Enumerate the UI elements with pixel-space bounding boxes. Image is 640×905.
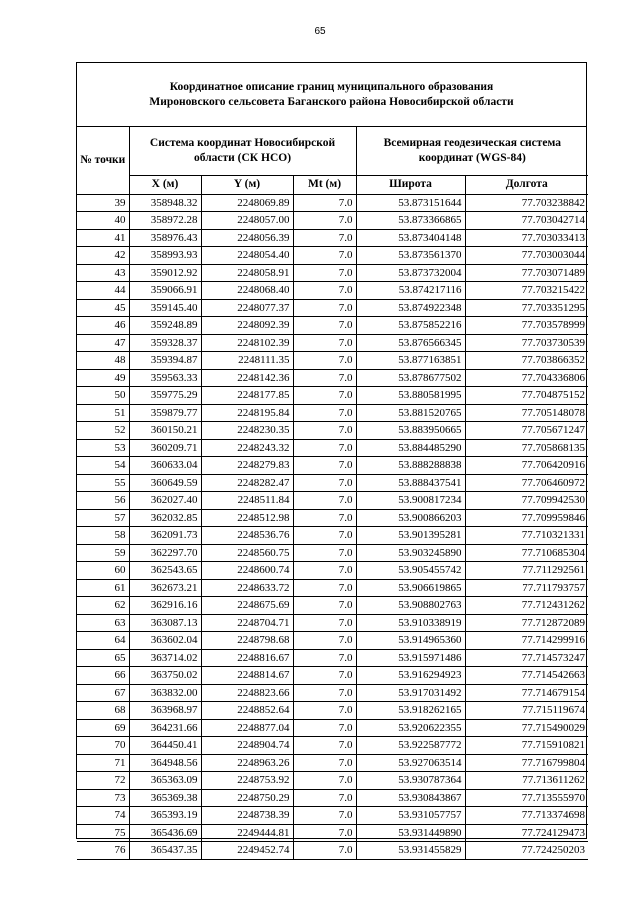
y-cell: 2248633.72 — [201, 579, 293, 597]
point-number-cell: 49 — [77, 369, 129, 387]
longitude-cell: 77.712431262 — [465, 597, 588, 615]
point-number-cell: 64 — [77, 632, 129, 650]
header-mt: Mt (м) — [293, 175, 356, 194]
y-cell: 2248077.37 — [201, 299, 293, 317]
header-longitude: Долгота — [465, 175, 588, 194]
mt-cell: 7.0 — [293, 824, 356, 842]
point-number-cell: 40 — [77, 212, 129, 230]
point-number-cell: 56 — [77, 492, 129, 510]
mt-cell: 7.0 — [293, 282, 356, 300]
header-wgs84-system: Всемирная геодезическая система координат (WGS-84) — [356, 127, 588, 175]
y-cell: 2248904.74 — [201, 737, 293, 755]
table-row — [77, 457, 588, 475]
x-cell: 359145.40 — [129, 299, 201, 317]
y-cell: 2248753.92 — [201, 772, 293, 790]
table-row — [77, 719, 588, 737]
mt-cell: 7.0 — [293, 842, 356, 860]
x-cell: 359879.77 — [129, 404, 201, 422]
title-line-1: Координатное описание границ муниципального образования — [169, 80, 494, 93]
latitude-cell: 53.874217116 — [356, 282, 465, 300]
x-cell: 360633.04 — [129, 457, 201, 475]
latitude-cell: 53.916294923 — [356, 667, 465, 685]
point-number-cell: 67 — [77, 684, 129, 702]
table-row — [77, 737, 588, 755]
longitude-cell: 77.703238842 — [465, 194, 588, 212]
table-row — [77, 264, 588, 282]
longitude-cell: 77.705148078 — [465, 404, 588, 422]
y-cell: 2248814.67 — [201, 667, 293, 685]
x-cell: 363832.00 — [129, 684, 201, 702]
y-cell: 2248823.66 — [201, 684, 293, 702]
x-cell: 363968.97 — [129, 702, 201, 720]
mt-cell: 7.0 — [293, 404, 356, 422]
x-cell: 359066.91 — [129, 282, 201, 300]
point-number-cell: 47 — [77, 334, 129, 352]
table-row — [77, 317, 588, 335]
y-cell: 2248069.89 — [201, 194, 293, 212]
document-frame — [76, 62, 587, 857]
x-cell: 364231.66 — [129, 719, 201, 737]
longitude-cell: 77.714299916 — [465, 632, 588, 650]
table-row — [77, 474, 588, 492]
longitude-cell: 77.724129473 — [465, 824, 588, 842]
longitude-cell: 77.713374698 — [465, 807, 588, 825]
mt-cell: 7.0 — [293, 702, 356, 720]
mt-cell: 7.0 — [293, 474, 356, 492]
y-cell: 2248279.83 — [201, 457, 293, 475]
x-cell: 362091.73 — [129, 527, 201, 545]
header-y: Y (м) — [201, 175, 293, 194]
mt-cell: 7.0 — [293, 387, 356, 405]
longitude-cell: 77.711292561 — [465, 562, 588, 580]
point-number-cell: 45 — [77, 299, 129, 317]
table-body — [77, 194, 588, 859]
table-row — [77, 562, 588, 580]
table-row — [77, 509, 588, 527]
longitude-cell: 77.703071489 — [465, 264, 588, 282]
table-row — [77, 352, 588, 370]
point-number-cell: 65 — [77, 649, 129, 667]
point-number-cell: 51 — [77, 404, 129, 422]
table-row — [77, 667, 588, 685]
latitude-cell: 53.888288838 — [356, 457, 465, 475]
title-line-2: Мироновского сельсовета Баганского района Новосибирской области — [149, 95, 514, 108]
mt-cell: 7.0 — [293, 754, 356, 772]
table-row — [77, 492, 588, 510]
longitude-cell: 77.703730539 — [465, 334, 588, 352]
x-cell: 359328.37 — [129, 334, 201, 352]
mt-cell: 7.0 — [293, 194, 356, 212]
table-row — [77, 299, 588, 317]
table-row — [77, 632, 588, 650]
point-number-cell: 54 — [77, 457, 129, 475]
latitude-cell: 53.903245890 — [356, 544, 465, 562]
x-cell: 360209.71 — [129, 439, 201, 457]
mt-cell: 7.0 — [293, 229, 356, 247]
table-row — [77, 772, 588, 790]
mt-cell: 7.0 — [293, 719, 356, 737]
point-number-cell: 58 — [77, 527, 129, 545]
point-number-cell: 53 — [77, 439, 129, 457]
x-cell: 359775.29 — [129, 387, 201, 405]
y-cell: 2248816.67 — [201, 649, 293, 667]
y-cell: 2248963.26 — [201, 754, 293, 772]
point-number-cell: 42 — [77, 247, 129, 265]
x-cell: 362297.70 — [129, 544, 201, 562]
y-cell: 2248852.64 — [201, 702, 293, 720]
longitude-cell: 77.710321331 — [465, 527, 588, 545]
point-number-cell: 39 — [77, 194, 129, 212]
mt-cell: 7.0 — [293, 509, 356, 527]
x-cell: 364450.41 — [129, 737, 201, 755]
point-number-cell: 60 — [77, 562, 129, 580]
x-cell: 358993.93 — [129, 247, 201, 265]
y-cell: 2248195.84 — [201, 404, 293, 422]
table-row — [77, 282, 588, 300]
point-number-cell: 61 — [77, 579, 129, 597]
mt-cell: 7.0 — [293, 649, 356, 667]
x-cell: 359248.89 — [129, 317, 201, 335]
y-cell: 2248056.39 — [201, 229, 293, 247]
latitude-cell: 53.914965360 — [356, 632, 465, 650]
table-row — [77, 684, 588, 702]
longitude-cell: 77.709959846 — [465, 509, 588, 527]
mt-cell: 7.0 — [293, 544, 356, 562]
mt-cell: 7.0 — [293, 422, 356, 440]
x-cell: 359012.92 — [129, 264, 201, 282]
latitude-cell: 53.931449890 — [356, 824, 465, 842]
x-cell: 362027.40 — [129, 492, 201, 510]
mt-cell: 7.0 — [293, 632, 356, 650]
longitude-cell: 77.724250203 — [465, 842, 588, 860]
longitude-cell: 77.706460972 — [465, 474, 588, 492]
y-cell: 2248142.36 — [201, 369, 293, 387]
table-row — [77, 807, 588, 825]
longitude-cell: 77.705868135 — [465, 439, 588, 457]
point-number-cell: 50 — [77, 387, 129, 405]
point-number-cell: 76 — [77, 842, 129, 860]
mt-cell: 7.0 — [293, 772, 356, 790]
latitude-cell: 53.884485290 — [356, 439, 465, 457]
y-cell: 2248877.04 — [201, 719, 293, 737]
point-number-cell: 72 — [77, 772, 129, 790]
table-row — [77, 649, 588, 667]
latitude-cell: 53.888437541 — [356, 474, 465, 492]
point-number-cell: 46 — [77, 317, 129, 335]
latitude-cell: 53.918262165 — [356, 702, 465, 720]
longitude-cell: 77.713555970 — [465, 789, 588, 807]
y-cell: 2249444.81 — [201, 824, 293, 842]
x-cell: 365437.35 — [129, 842, 201, 860]
header-point-number: № точки — [77, 127, 129, 194]
longitude-cell: 77.704336806 — [465, 369, 588, 387]
mt-cell: 7.0 — [293, 352, 356, 370]
y-cell: 2248177.85 — [201, 387, 293, 405]
latitude-cell: 53.876566345 — [356, 334, 465, 352]
longitude-cell: 77.715490029 — [465, 719, 588, 737]
latitude-cell: 53.873561370 — [356, 247, 465, 265]
mt-cell: 7.0 — [293, 562, 356, 580]
latitude-cell: 53.883950665 — [356, 422, 465, 440]
table-row — [77, 369, 588, 387]
table-row — [77, 212, 588, 230]
y-cell: 2248750.29 — [201, 789, 293, 807]
mt-cell: 7.0 — [293, 299, 356, 317]
point-number-cell: 59 — [77, 544, 129, 562]
table-row — [77, 614, 588, 632]
latitude-cell: 53.873404148 — [356, 229, 465, 247]
y-cell: 2248738.39 — [201, 807, 293, 825]
latitude-cell: 53.922587772 — [356, 737, 465, 755]
latitude-cell: 53.900866203 — [356, 509, 465, 527]
longitude-cell: 77.712872089 — [465, 614, 588, 632]
x-cell: 360649.59 — [129, 474, 201, 492]
point-number-cell: 62 — [77, 597, 129, 615]
latitude-cell: 53.927063514 — [356, 754, 465, 772]
latitude-cell: 53.875852216 — [356, 317, 465, 335]
point-number-cell: 69 — [77, 719, 129, 737]
latitude-cell: 53.905455742 — [356, 562, 465, 580]
longitude-cell: 77.703003044 — [465, 247, 588, 265]
point-number-cell: 68 — [77, 702, 129, 720]
mt-cell: 7.0 — [293, 457, 356, 475]
longitude-cell: 77.714542663 — [465, 667, 588, 685]
point-number-cell: 43 — [77, 264, 129, 282]
mt-cell: 7.0 — [293, 667, 356, 685]
latitude-cell: 53.931057757 — [356, 807, 465, 825]
y-cell: 2248102.39 — [201, 334, 293, 352]
document-title — [77, 63, 586, 127]
point-number-cell: 57 — [77, 509, 129, 527]
table-row — [77, 527, 588, 545]
latitude-cell: 53.910338919 — [356, 614, 465, 632]
latitude-cell: 53.873732004 — [356, 264, 465, 282]
y-cell: 2248243.32 — [201, 439, 293, 457]
point-number-cell: 75 — [77, 824, 129, 842]
mt-cell: 7.0 — [293, 439, 356, 457]
latitude-cell: 53.900817234 — [356, 492, 465, 510]
longitude-cell: 77.703215422 — [465, 282, 588, 300]
table-row — [77, 247, 588, 265]
latitude-cell: 53.930787364 — [356, 772, 465, 790]
longitude-cell: 77.713611262 — [465, 772, 588, 790]
table-row — [77, 334, 588, 352]
table-row — [77, 544, 588, 562]
mt-cell: 7.0 — [293, 737, 356, 755]
table-row — [77, 422, 588, 440]
latitude-cell: 53.873151644 — [356, 194, 465, 212]
x-cell: 363750.02 — [129, 667, 201, 685]
y-cell: 2248230.35 — [201, 422, 293, 440]
table-row — [77, 579, 588, 597]
y-cell: 2248600.74 — [201, 562, 293, 580]
x-cell: 358976.43 — [129, 229, 201, 247]
header-local-system: Система координат Новосибирской области (СК НСО) — [129, 127, 356, 175]
mt-cell: 7.0 — [293, 807, 356, 825]
page-number: 65 — [314, 26, 326, 37]
coordinates-table — [77, 127, 588, 860]
point-number-cell: 74 — [77, 807, 129, 825]
longitude-cell: 77.714679154 — [465, 684, 588, 702]
x-cell: 359394.87 — [129, 352, 201, 370]
mt-cell: 7.0 — [293, 492, 356, 510]
latitude-cell: 53.878677502 — [356, 369, 465, 387]
x-cell: 365369.38 — [129, 789, 201, 807]
y-cell: 2248054.40 — [201, 247, 293, 265]
mt-cell: 7.0 — [293, 789, 356, 807]
x-cell: 365436.69 — [129, 824, 201, 842]
table-row — [77, 194, 588, 212]
table-row — [77, 789, 588, 807]
mt-cell: 7.0 — [293, 527, 356, 545]
y-cell: 2248798.68 — [201, 632, 293, 650]
x-cell: 364948.56 — [129, 754, 201, 772]
latitude-cell: 53.901395281 — [356, 527, 465, 545]
longitude-cell: 77.704875152 — [465, 387, 588, 405]
y-cell: 2248704.71 — [201, 614, 293, 632]
longitude-cell: 77.703042714 — [465, 212, 588, 230]
mt-cell: 7.0 — [293, 212, 356, 230]
longitude-cell: 77.703351295 — [465, 299, 588, 317]
x-cell: 363087.13 — [129, 614, 201, 632]
mt-cell: 7.0 — [293, 334, 356, 352]
point-number-cell: 71 — [77, 754, 129, 772]
y-cell: 2248675.69 — [201, 597, 293, 615]
table-row — [77, 229, 588, 247]
header-latitude: Широта — [356, 175, 465, 194]
x-cell: 359563.33 — [129, 369, 201, 387]
longitude-cell: 77.703033413 — [465, 229, 588, 247]
longitude-cell: 77.706420916 — [465, 457, 588, 475]
longitude-cell: 77.714573247 — [465, 649, 588, 667]
table-row — [77, 824, 588, 842]
longitude-cell: 77.703578999 — [465, 317, 588, 335]
latitude-cell: 53.908802763 — [356, 597, 465, 615]
y-cell: 2248512.98 — [201, 509, 293, 527]
point-number-cell: 48 — [77, 352, 129, 370]
table-row — [77, 439, 588, 457]
mt-cell: 7.0 — [293, 369, 356, 387]
mt-cell: 7.0 — [293, 317, 356, 335]
longitude-cell: 77.715119674 — [465, 702, 588, 720]
table-row — [77, 597, 588, 615]
y-cell: 2248092.39 — [201, 317, 293, 335]
latitude-cell: 53.917031492 — [356, 684, 465, 702]
point-number-cell: 41 — [77, 229, 129, 247]
latitude-cell: 53.915971486 — [356, 649, 465, 667]
y-cell: 2248282.47 — [201, 474, 293, 492]
longitude-cell: 77.705671247 — [465, 422, 588, 440]
x-cell: 363714.02 — [129, 649, 201, 667]
y-cell: 2248111.35 — [201, 352, 293, 370]
latitude-cell: 53.880581995 — [356, 387, 465, 405]
table-row — [77, 702, 588, 720]
mt-cell: 7.0 — [293, 264, 356, 282]
y-cell: 2248068.40 — [201, 282, 293, 300]
mt-cell: 7.0 — [293, 579, 356, 597]
mt-cell: 7.0 — [293, 684, 356, 702]
point-number-cell: 70 — [77, 737, 129, 755]
latitude-cell: 53.874922348 — [356, 299, 465, 317]
mt-cell: 7.0 — [293, 614, 356, 632]
x-cell: 358948.32 — [129, 194, 201, 212]
point-number-cell: 52 — [77, 422, 129, 440]
latitude-cell: 53.877163851 — [356, 352, 465, 370]
x-cell: 362916.16 — [129, 597, 201, 615]
mt-cell: 7.0 — [293, 597, 356, 615]
latitude-cell: 53.881520765 — [356, 404, 465, 422]
longitude-cell: 77.710685304 — [465, 544, 588, 562]
header-x: X (м) — [129, 175, 201, 194]
latitude-cell: 53.930843867 — [356, 789, 465, 807]
mt-cell: 7.0 — [293, 247, 356, 265]
longitude-cell: 77.711793757 — [465, 579, 588, 597]
point-number-cell: 66 — [77, 667, 129, 685]
longitude-cell: 77.709942530 — [465, 492, 588, 510]
y-cell: 2249452.74 — [201, 842, 293, 860]
latitude-cell: 53.906619865 — [356, 579, 465, 597]
latitude-cell: 53.920622355 — [356, 719, 465, 737]
x-cell: 358972.28 — [129, 212, 201, 230]
longitude-cell: 77.703866352 — [465, 352, 588, 370]
longitude-cell: 77.715910821 — [465, 737, 588, 755]
latitude-cell: 53.873366865 — [356, 212, 465, 230]
x-cell: 365363.09 — [129, 772, 201, 790]
x-cell: 360150.21 — [129, 422, 201, 440]
table-row — [77, 404, 588, 422]
y-cell: 2248058.91 — [201, 264, 293, 282]
point-number-cell: 44 — [77, 282, 129, 300]
table-row — [77, 842, 588, 860]
y-cell: 2248536.76 — [201, 527, 293, 545]
point-number-cell: 73 — [77, 789, 129, 807]
point-number-cell: 63 — [77, 614, 129, 632]
x-cell: 363602.04 — [129, 632, 201, 650]
x-cell: 365393.19 — [129, 807, 201, 825]
y-cell: 2248511.84 — [201, 492, 293, 510]
x-cell: 362032.85 — [129, 509, 201, 527]
point-number-cell: 55 — [77, 474, 129, 492]
x-cell: 362543.65 — [129, 562, 201, 580]
table-row — [77, 387, 588, 405]
table-row — [77, 754, 588, 772]
y-cell: 2248057.00 — [201, 212, 293, 230]
x-cell: 362673.21 — [129, 579, 201, 597]
longitude-cell: 77.716799804 — [465, 754, 588, 772]
latitude-cell: 53.931455829 — [356, 842, 465, 860]
y-cell: 2248560.75 — [201, 544, 293, 562]
